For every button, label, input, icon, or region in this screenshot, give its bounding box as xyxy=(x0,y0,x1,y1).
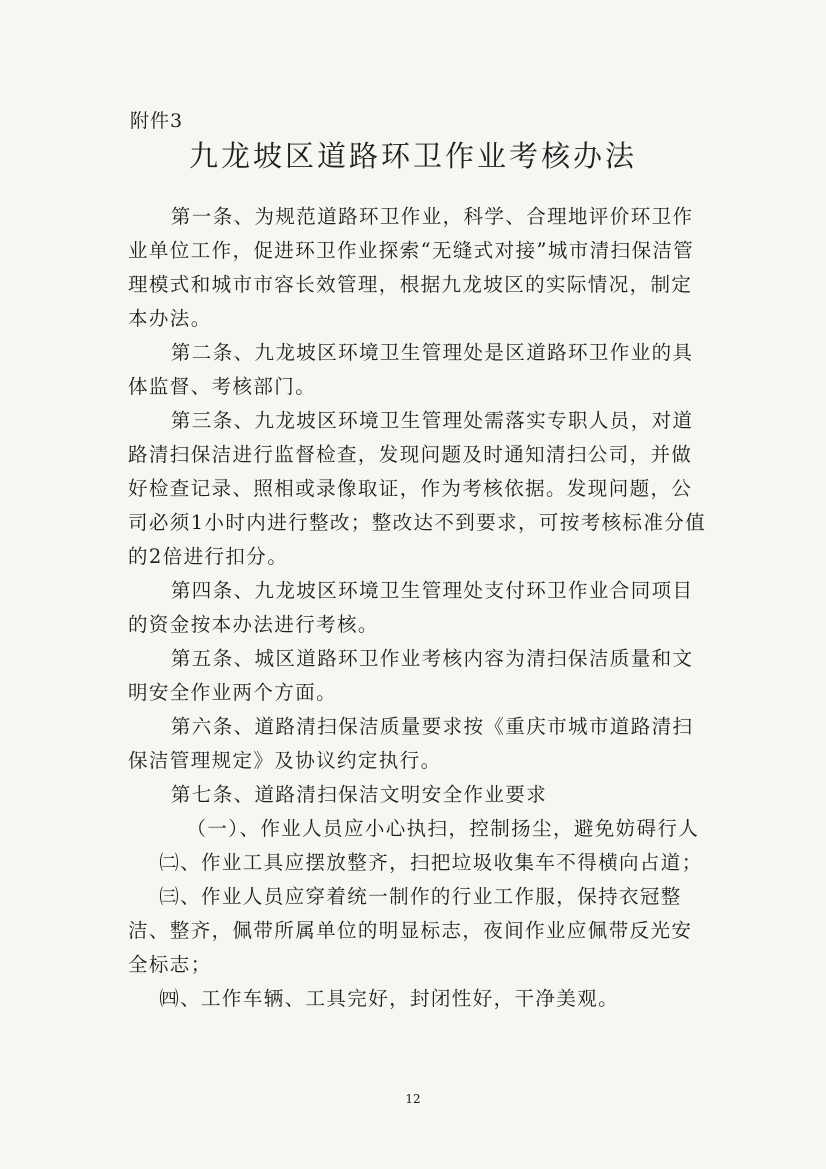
article-7-item-4: ㈣、工作车辆、工具完好，封闭性好，干净美观。 xyxy=(159,987,619,1010)
article-3: 第三条、九龙坡区环境卫生管理处需落实专职人员，对道路清扫保洁进行监督检查，发现问题及时通知清扫公司，并做好检查记录、照相或录像取证，作为考核依据。发现问题，公司必须1小时内进行整改；整改达不到要求，可按考核标准分值的2倍进行扣分。 xyxy=(128,409,707,568)
document-title: 九龙坡区道路环卫作业考核办法 xyxy=(188,139,637,173)
document-body xyxy=(128,200,708,1016)
article-7: 第七条、道路清扫保洁文明安全作业要求 xyxy=(170,783,548,806)
article-7-item-2: ㈡、作业工具应摆放整齐，扫把垃圾收集车不得横向占道； xyxy=(159,851,703,874)
article-6: 第六条、道路清扫保洁质量要求按《重庆市城市道路清扫保洁管理规定》及协议约定执行。 xyxy=(128,715,694,772)
attachment-label: 附件3 xyxy=(130,110,184,132)
article-2: 第二条、九龙坡区环境卫生管理处是区道路环卫作业的具体监督、考核部门。 xyxy=(128,341,694,398)
page-number: 12 xyxy=(405,1092,421,1106)
article-4: 第四条、九龙坡区环境卫生管理处支付环卫作业合同项目的资金按本办法进行考核。 xyxy=(128,579,694,636)
article-7-item-3: ㈢、作业人员应穿着统一制作的行业工作服，保持衣冠整洁、整齐，佩带所属单位的明显标志，夜间作业应佩带反光安全标志； xyxy=(128,885,693,976)
article-5: 第五条、城区道路环卫作业考核内容为清扫保洁质量和文明安全作业两个方面。 xyxy=(128,647,694,704)
article-1: 第一条、为规范道路环卫作业，科学、合理地评价环卫作业单位工作，促进环卫作业探索“无缝式对接”城市清扫保洁管理模式和城市市容长效管理，根据九龙坡区的实际情况，制定本办法。 xyxy=(128,205,695,330)
article-7-item-1: （一）、作业人员应小心执扫，控制扬尘，避免妨碍行人 xyxy=(186,817,700,840)
